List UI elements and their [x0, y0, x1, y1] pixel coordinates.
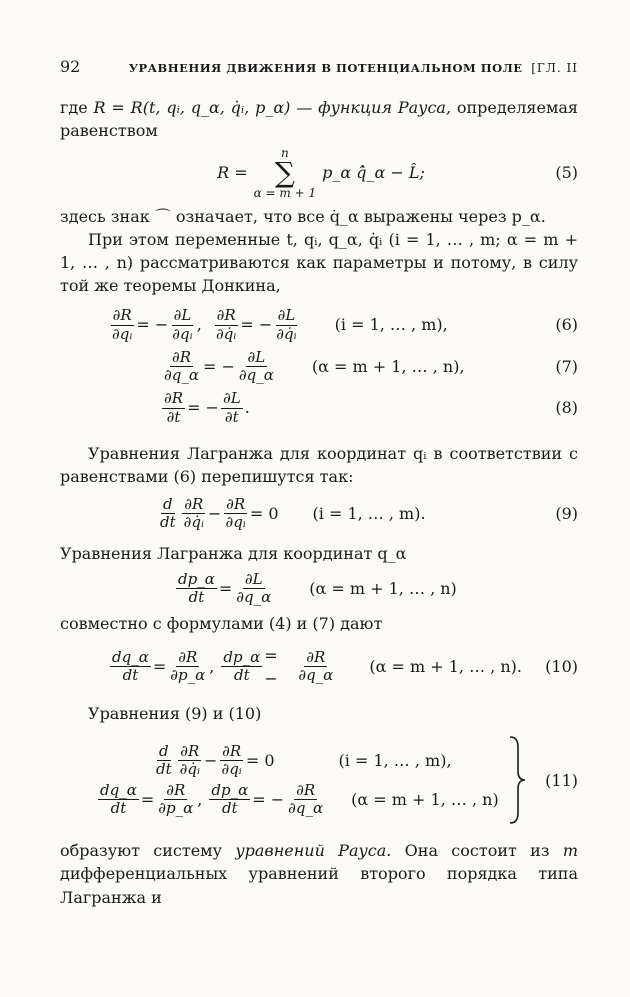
routh-function-term: функция Рауса, — [318, 98, 452, 118]
paragraph-donkin: При этом переменные t, qᵢ, q_α, q̇ᵢ (i = 1, … , m; α = m + 1, … , n) рассматриваются как параметры и потому, в силу той же теоремы Донкина, — [60, 229, 578, 296]
equation-number-11: (11) — [545, 770, 578, 790]
equation-lagrange-pa: $\frac{dp\_\alpha}{dt}$ = $\frac{\partial L}{\partial q\_\alpha}$ (α = m + 1, … , n) — [178, 569, 457, 607]
summation-sign: n ∑ α = m + 1 — [253, 145, 317, 200]
paragraph-routh-system: образуют систему уравнений Рауса. Она состоит из m дифференциальных уравнений второго порядка типа Лагранжа и — [60, 841, 579, 907]
equation-11-row-1: $\frac{d}{dt}$ $\frac{\partial R}{\text{∂q̇ᵢ}}$ − $\frac{\partial R}{\text{∂qᵢ}}$ = 0 (i = 1, … , m), — [156, 742, 452, 779]
paragraph-notation: здесь знак ⌒ означает, что все q̇_α выражены через p_α. — [60, 206, 546, 226]
paragraph-lagrange-qa: Уравнения Лагранжа для координат q_α — [60, 543, 407, 563]
page-header — [60, 55, 578, 78]
equation-11-row-2: $\frac{dq\_\alpha}{dt}$ = $\frac{\partial R}{\partial p\_\alpha}$ , $\frac{dp\_\alpha}{dt}$ = − $\frac{\partial R}{\partial q\_\alpha}$ (α = m + 1, … , n) — [100, 780, 499, 817]
equation-8: $\frac{\partial R}{\partial t}$ = − $\frac{\partial L}{\partial t}$ . (8) — [164, 389, 578, 426]
equation-number-5: (5) — [555, 162, 578, 182]
equation-10: $\frac{dq\_\alpha}{dt}$ = $\frac{\partial R}{\partial p\_\alpha}$ , $\frac{dp\_\alpha}{dt}$ = − $\frac{\partial R}{\partial q\_\alpha}$ (α = m + 1, … , n). (10) — [112, 645, 578, 688]
equation-number-6: (6) — [555, 315, 578, 335]
paragraph-combined: совместно с формулами (4) и (7) дают — [60, 614, 383, 634]
equation-7: $\frac{\partial R}{\partial q\_\alpha}$ = − $\frac{\partial L}{\partial q\_\alpha}$ (α = m + 1, … , n), (7) — [164, 347, 578, 385]
running-title: УРАВНЕНИЯ ДВИЖЕНИЯ В ПОТЕНЦИАЛЬНОМ ПОЛЕ — [128, 61, 523, 75]
routh-function-args: R = R(t, qᵢ, q_α, q̇ᵢ, p_α) — [93, 98, 291, 118]
equation-number-10: (10) — [545, 657, 578, 677]
right-brace — [506, 735, 528, 825]
equation-6: $\frac{\partial R}{\text{∂qᵢ}}$ = − $\frac{\partial L}{\text{∂qᵢ}}$ , $\frac{\partial R}{\text{∂q̇ᵢ}}$ = − $\frac{\partial L}{\text{∂q̇ᵢ}}$ (i = 1, … , m), (6) — [112, 306, 578, 343]
equation-number-9: (9) — [555, 504, 578, 524]
equation-9: $\frac{d}{dt}$ $\frac{\partial R}{\text{∂q̇ᵢ}}$ − $\frac{\partial R}{\text{∂qᵢ}}$ = 0 (i = 1, … , m). (9) — [160, 495, 578, 532]
chapter-label: [ГЛ. II — [531, 61, 578, 75]
paragraph-lagrange-qi: Уравнения Лагранжа для координат qᵢ в соответствии с равенствами (6) перепишутся так: — [60, 443, 578, 486]
equation-5: R = n ∑ α = m + 1 p_α q̇̂_α − L̂; (5) — [217, 145, 578, 200]
page — [60, 55, 578, 909]
paragraph-routh-definition: где R = R(t, qᵢ, q_α, q̇ᵢ, p_α) — функция Рауса, определяемая равенством — [60, 98, 579, 141]
page-number: 92 — [60, 57, 81, 76]
equation-11-system — [60, 735, 578, 825]
equation-number-7: (7) — [555, 356, 578, 376]
routh-equations-term: уравнений Рауса. — [235, 841, 392, 861]
equation-number-8: (8) — [555, 398, 578, 418]
paragraph-equations-9-10: Уравнения (9) и (10) — [88, 703, 262, 723]
